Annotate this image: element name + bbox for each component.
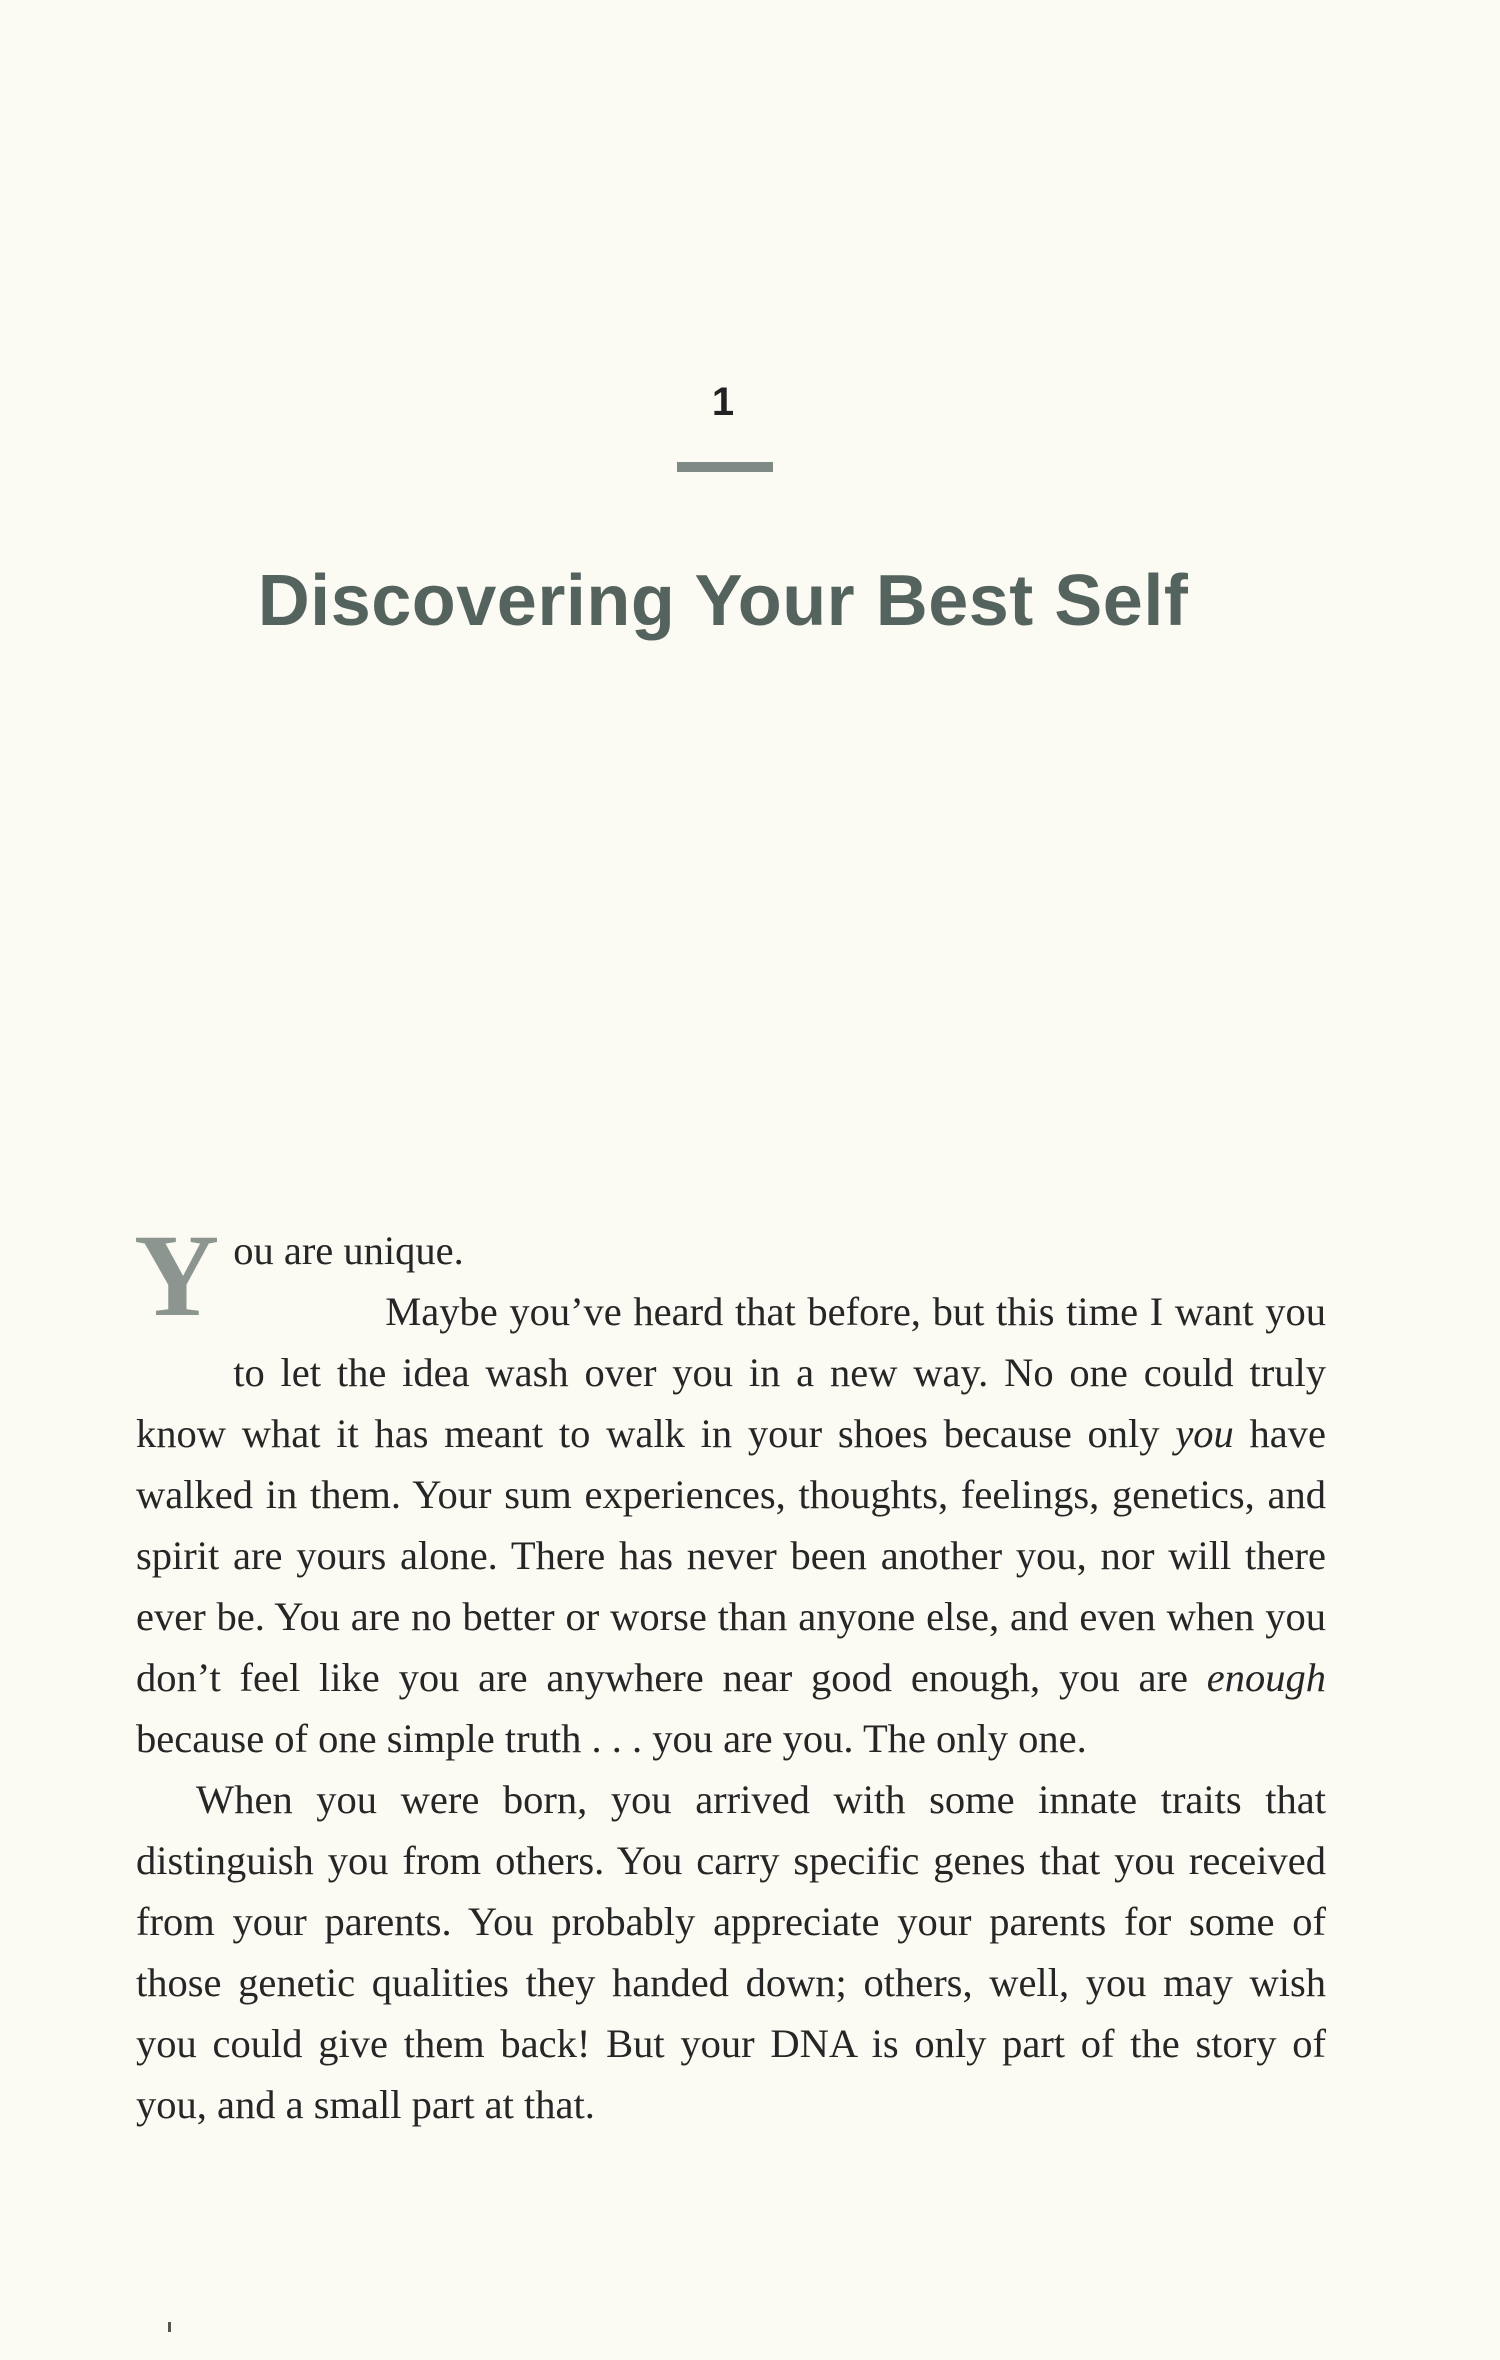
chapter-divider-rule bbox=[677, 462, 773, 472]
paragraph-2-text-c: because of one simple truth . . . you are you. The only one. bbox=[136, 1716, 1087, 1761]
chapter-number: 1 bbox=[711, 380, 735, 424]
paragraph-2-text-b: have walked in them. Your sum experiences, thoughts, feelings, genetics, and spirit are yours alone. There has never been another you, nor will there ever be. You are no better or worse than anyone else, and even when you don’t feel like you are anywhere near good enough, you are bbox=[136, 1411, 1326, 1700]
emphasis-enough: enough bbox=[1206, 1655, 1326, 1700]
chapter-title: Discovering Your Best Self bbox=[257, 561, 1189, 641]
chapter-body bbox=[134, 1210, 1326, 2135]
drop-cap: Y bbox=[134, 1210, 220, 1341]
emphasis-you: you bbox=[1175, 1411, 1234, 1456]
paragraph-2 bbox=[136, 1281, 1326, 1769]
opening-paragraph bbox=[134, 1210, 1326, 1341]
paragraph-3: When you were born, you arrived with some innate traits that distinguish you from others. You carry specific genes that you received from your parents. You probably appreciate your parents for some of those genetic qualities they handed down; others, well, you may wish you could give them back! But your DNA is only part of the story of you, and a small part at that. bbox=[136, 1777, 1326, 2127]
paragraph-2-text-a: Maybe you’ve heard that before, but this time I want you to let the idea wash over you in a new way. No one could truly know what it has meant to walk in your shoes because only bbox=[136, 1289, 1326, 1456]
opening-line: ou are unique. bbox=[233, 1228, 464, 1273]
margin-mark bbox=[168, 2322, 171, 2332]
